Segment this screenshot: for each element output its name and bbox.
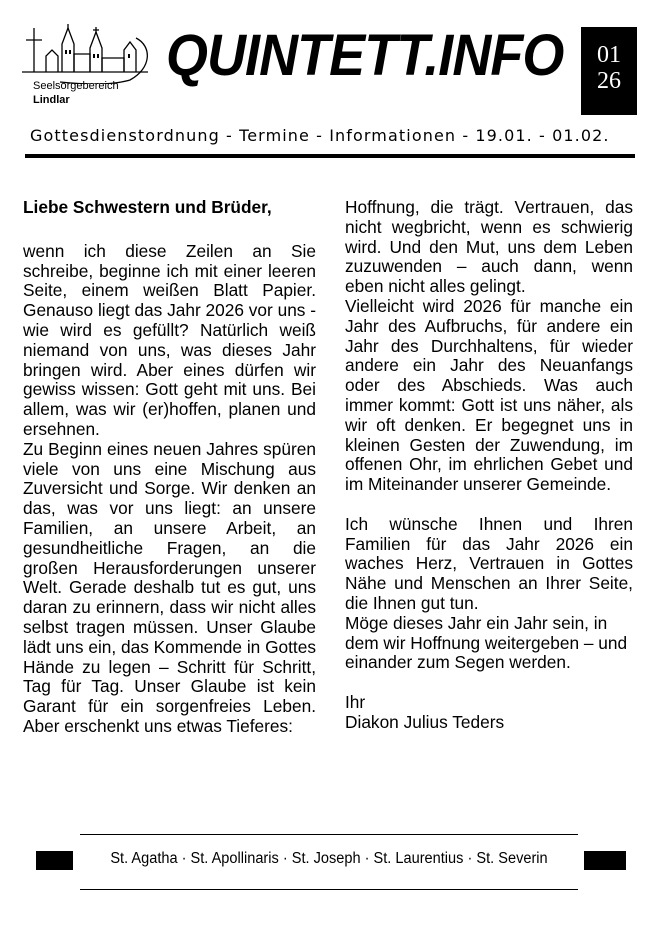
issue-badge — [581, 27, 637, 115]
paragraph: Hoffnung, die trägt. Vertrauen, das nicht wegbricht, wenn es schwierig wird. Und den Mut, uns dem Leben zuzuwenden – auch dann, wenn eben nicht alles gelingt. — [345, 197, 633, 297]
issue-year: 26 — [597, 68, 621, 94]
paragraph: wenn ich diese Zeilen an Sie schreibe, beginne ich mit einer leeren Seite, einem weißen Blatt Papier. Genauso liegt das Jahr 2026 vor uns - wie wird es gefüllt? Natürlich weiß niemand von uns, was dieses Jahr bringen wird. Aber eines dürfen wir gewiss wissen: Gott geht mit uns. Bei allem, was wir (er)hoffen, planen und ersehnen. — [23, 240, 316, 439]
spacer — [345, 495, 633, 515]
subtitle: Gottesdienstordnung - Termine - Informationen - 19.01. - 01.02. — [30, 126, 610, 145]
header-divider — [25, 154, 635, 158]
closing: Ihr — [345, 691, 366, 712]
footer-bar-right — [584, 851, 626, 870]
logo-text-region: Seelsorgebereich — [33, 80, 119, 92]
logo-text-town: Lindlar — [33, 94, 70, 106]
paragraph: Vielleicht wird 2026 für manche ein Jahr des Aufbruchs, für andere ein Jahr des Durchhaltens, für wieder andere ein Jahr des Neuanfangs oder des Abschieds. Was auch immer kommt: Gott ist uns näher, als wir oft denken. Er begegnet uns in kleinen Gesten der Zuwendung, im offenen Ohr, im ehrlichen Gebet und im Miteinander unserer Gemeinde. — [345, 295, 633, 495]
masthead-title: QUINTETT.INFO — [166, 23, 564, 88]
parish-list: St. Agatha · St. Apollinaris · St. Joseph · St. Laurentius · St. Severin — [110, 850, 548, 867]
signature: Diakon Julius Teders — [345, 711, 505, 732]
footer-divider-bottom — [80, 889, 578, 890]
issue-number: 01 — [597, 42, 621, 68]
spacer — [345, 673, 633, 693]
paragraph: Zu Beginn eines neuen Jahres spüren viele von uns eine Mischung aus Zuversicht und Sorge. Wir denken an das, was vor uns liegt: an unsere Familien, an unsere Arbeit, an gesundheitliche Fragen, an die großen Herausforderungen unserer Welt. Gerade deshalb tut es gut, uns daran zu erinnern, dass wir nicht alles selbst tragen müssen. Unser Glaube lädt uns ein, das Kommende in Gottes Hände zu legen – Schritt für Schritt, Tag für Tag. Unser Glaube ist kein Garant für ein sorgenfreies Leben. Aber erschenkt uns etwas Tieferes: — [23, 438, 316, 736]
paragraph: Möge dieses Jahr ein Jahr sein, in dem wir Hoffnung weitergeben – und einander zum Segen werden. — [345, 612, 628, 673]
letter-column-right — [345, 198, 633, 733]
greeting: Liebe Schwestern und Brüder, — [23, 197, 272, 217]
footer-divider-top — [80, 834, 578, 835]
letter-column-left — [23, 198, 316, 737]
footer-bar-left — [36, 851, 73, 870]
paragraph: Ich wünsche Ihnen und Ihren Familien für das Jahr 2026 ein waches Herz, Vertrauen in Gottes Nähe und Menschen an Ihrer Seite, die Ihnen gut tun. — [345, 513, 633, 613]
church-skyline-icon — [20, 24, 150, 84]
logo — [20, 24, 150, 106]
